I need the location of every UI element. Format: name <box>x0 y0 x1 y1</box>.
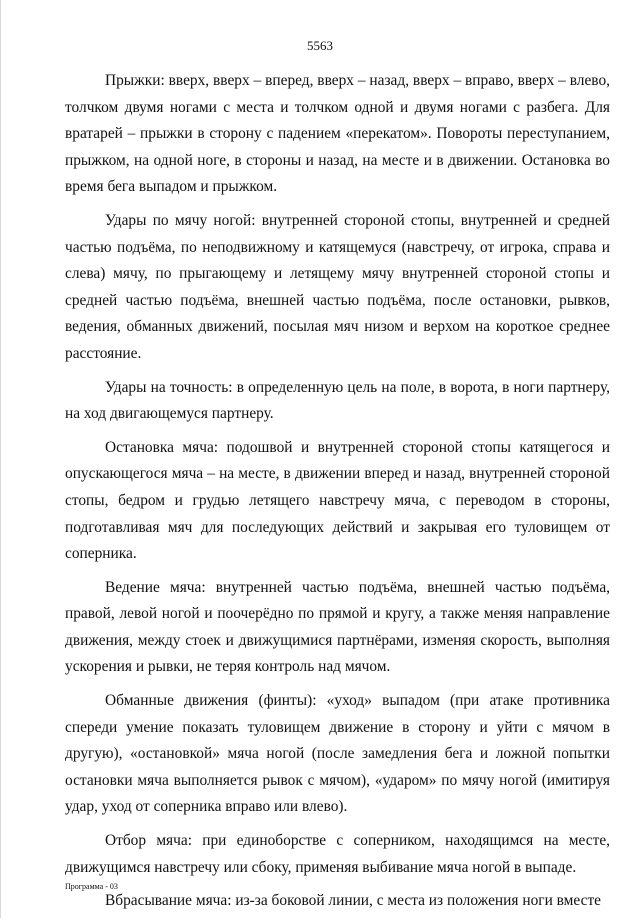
paragraph-feints: Обманные движения (финты): «уход» выпадом (при атаке противника спереди умение показать туловищем движение в сторону и уйти с мячом в другую), «остановкой» мяча ногой (после замедления бега и ложной попытки остановки мяча выполняется рывок с мячом), «ударом» по мячу ногой (имитируя удар, уход от соперника вправо или влево). <box>65 692 610 816</box>
paragraph-kicks: Удары по мячу ногой: внутренней стороной стопы, внутренней и средней частью подъёма, по неподвижному и катящемуся (навстречу, от игрока, справа и слева) мячу, по прыгающему и летящему мячу внутренней стороной стопы и средней частью подъёма, внешней частью подъёма, после остановки, рывков, ведения, обманных движений, посылая мяч низом и верхом на короткое среднее расстояние. <box>65 211 610 362</box>
paragraph-throw-in: Вбрасывание мяча: из-за боковой линии, с места из положения ноги вместе <box>105 892 602 910</box>
scan-edge <box>0 0 1 918</box>
paragraph-accuracy: Удары на точность: в определенную цель на поле, в ворота, в ноги партнеру, на ход двигающемуся партнеру. <box>65 378 610 423</box>
paragraph-dribbling: Ведение мяча: внутренней частью подъёма, внешней частью подъёма, правой, левой ногой и поочерёдно по прямой и кругу, а также меняя направление движения, между стоек и движущимися партнёрами, изменяя скорость, выполняя ускорения и рывки, не теряя контроль над мячом. <box>65 578 610 676</box>
page-number: 5563 <box>307 38 333 53</box>
footer-program-label: Программа - 03 <box>65 882 118 891</box>
paragraph-ball-stop: Остановка мяча: подошвой и внутренней стороной стопы катящегося и опускающегося мяча – на месте, в движении вперед и назад, внутренней стороной стопы, бедром и грудью летящего навстречу мяча, с переводом в стороны, подготавливая мяч для последующих действий и закрывая его туловищем от соперника. <box>65 438 610 563</box>
paragraph-jumps: Прыжки: вверх, вверх – вперед, вверх – назад, вверх – вправо, вверх – влево, толчком двумя ногами с места и толчком одной и двумя ногами с разбега. Для вратарей – прыжки в сторону с падением «перекатом». Повороты переступанием, прыжком, на одной ноге, в стороны и назад, на месте и в движении. Остановка во время бега выпадом и прыжком. <box>65 72 610 196</box>
document-body <box>65 68 610 922</box>
paragraph-tackle: Отбор мяча: при единоборстве с соперником, находящимся на месте, движущимся навстречу или сбоку, применяя выбивание мяча ногой в выпаде. <box>65 832 610 876</box>
